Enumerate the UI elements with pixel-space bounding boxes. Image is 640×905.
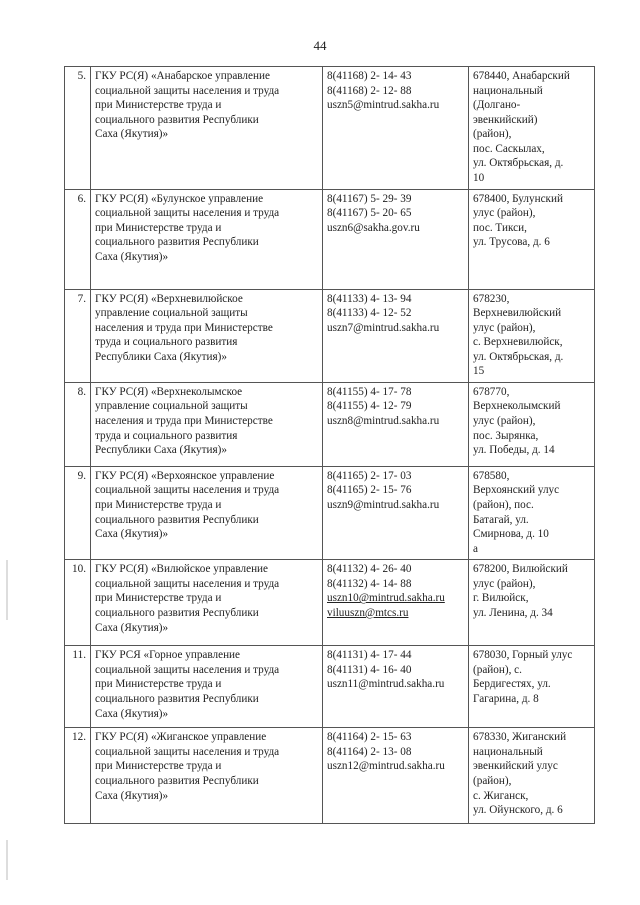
- institution-name: [91, 466, 323, 559]
- address-line: ул. Ленина, д. 34: [473, 606, 553, 619]
- institution-name-line: управление социальной защиты: [95, 307, 248, 320]
- institution-name-line: при Министерстве труда и: [95, 592, 222, 605]
- address-line: Батагай, ул.: [473, 513, 529, 526]
- table-row: [65, 189, 595, 289]
- institution-name: [91, 728, 323, 824]
- address-line: ул. Победы, д. 14: [473, 444, 555, 457]
- institution-name-line: управление социальной защиты: [95, 400, 248, 413]
- institution-name-line: при Министерстве труда и: [95, 221, 222, 234]
- institution-name-line: Саха (Якутия)»: [95, 789, 169, 802]
- institution-name-line: Республики Саха (Якутия)»: [95, 350, 227, 363]
- address-cell: [469, 382, 595, 466]
- address-line: (район), пос.: [473, 499, 534, 511]
- institution-name-line: труда и социального развития: [95, 336, 238, 349]
- scan-margin-mark: [6, 840, 8, 880]
- phone-number: 8(41155) 4- 12- 79: [327, 400, 412, 413]
- address-cell: [469, 67, 595, 190]
- contacts-cell: [323, 67, 469, 190]
- institution-name-line: населения и труда при Министерстве: [95, 415, 273, 427]
- address-line: Верхоянский улус: [473, 484, 560, 497]
- address-line: пос. Саскылах,: [473, 142, 545, 155]
- row-number: 12.: [65, 728, 91, 824]
- phone-number: 8(41133) 4- 13- 94: [327, 292, 412, 305]
- address-line: улус (район),: [473, 415, 536, 427]
- address-line: 678440, Анабарский: [473, 70, 570, 82]
- phone-number: 8(41165) 2- 17- 03: [327, 469, 412, 482]
- institution-name-line: при Министерстве труда и: [95, 760, 222, 773]
- address-cell: [469, 728, 595, 824]
- institution-name-line: населения и труда при Министерстве: [95, 321, 273, 334]
- email-address: uszn9@mintrud.sakha.ru: [327, 499, 440, 511]
- institution-name-line: ГКУ РС(Я) «Анабарское управление: [95, 70, 270, 82]
- address-line: 678400, Булунский: [473, 192, 563, 205]
- contacts-cell: [323, 728, 469, 824]
- address-line: эвенкийский): [473, 113, 538, 126]
- address-line: ул. Октябрьская, д.: [473, 350, 564, 363]
- phone-number: 8(41131) 4- 16- 40: [327, 663, 412, 676]
- email-address: viluuszn@mtcs.ru: [327, 606, 409, 619]
- address-cell: [469, 289, 595, 382]
- contacts-cell: [323, 646, 469, 728]
- institution-name-line: социальной защиты населения и труда: [95, 207, 280, 220]
- phone-number: 8(41132) 4- 14- 88: [327, 577, 412, 590]
- institution-name-line: ГКУ РС(Я) «Жиганское управление: [95, 731, 267, 744]
- institution-name-line: социальной защиты населения и труда: [95, 577, 280, 590]
- institution-name-line: при Министерстве труда и: [95, 99, 222, 112]
- email-address: uszn12@mintrud.sakha.ru: [327, 760, 445, 773]
- phone-number: 8(41164) 2- 15- 63: [327, 731, 412, 744]
- address-line: ул. Трусова, д. 6: [473, 236, 550, 249]
- institution-name-line: ГКУ РС(Я) «Верхоянское управление: [95, 469, 275, 482]
- address-line: 678230,: [473, 292, 510, 305]
- institution-name: [91, 560, 323, 646]
- address-line: пос. Зырянка,: [473, 429, 539, 442]
- address-line: Верхневилюйский: [473, 307, 562, 320]
- phone-number: 8(41168) 2- 14- 43: [327, 70, 412, 82]
- address-line: 15: [473, 365, 485, 378]
- row-number: 7.: [65, 289, 91, 382]
- address-line: 10: [473, 171, 485, 184]
- institution-name-line: Саха (Якутия)»: [95, 250, 169, 263]
- phone-number: 8(41167) 5- 29- 39: [327, 192, 412, 205]
- address-line: 678580,: [473, 469, 510, 482]
- row-number: 5.: [65, 67, 91, 190]
- table-row: [65, 289, 595, 382]
- address-line: с. Жиганск,: [473, 789, 529, 802]
- address-line: ул. Октябрьская, д.: [473, 157, 564, 170]
- address-line: улус (район),: [473, 577, 536, 590]
- phone-number: 8(41164) 2- 13- 08: [327, 745, 412, 758]
- institution-name-line: ГКУ РС(Я) «Булунское управление: [95, 192, 264, 205]
- offices-table: [64, 66, 595, 824]
- institution-name: [91, 382, 323, 466]
- email-address: uszn5@mintrud.sakha.ru: [327, 99, 440, 112]
- table-row: [65, 646, 595, 728]
- institution-name-line: ГКУ РС(Я) «Верхнеколымское: [95, 385, 243, 398]
- address-line: (Долгано-: [473, 99, 521, 112]
- table-row: [65, 67, 595, 190]
- institution-name: [91, 67, 323, 190]
- table-row: [65, 382, 595, 466]
- address-line: 678770,: [473, 385, 510, 398]
- institution-name-line: социального развития Республики: [95, 606, 259, 619]
- institution-name-line: социального развития Республики: [95, 692, 259, 705]
- institution-name-line: социального развития Республики: [95, 236, 259, 249]
- row-number: 8.: [65, 382, 91, 466]
- address-line: (район), с.: [473, 663, 522, 676]
- row-number: 9.: [65, 466, 91, 559]
- institution-name-line: ГКУ РСЯ «Горное управление: [95, 649, 241, 662]
- address-line: с. Верхневилюйск,: [473, 336, 563, 349]
- institution-name-line: Саха (Якутия)»: [95, 621, 169, 634]
- phone-number: 8(41132) 4- 26- 40: [327, 563, 412, 576]
- institution-name-line: социального развития Республики: [95, 513, 259, 526]
- address-line: 678200, Вилюйский: [473, 563, 568, 576]
- institution-name: [91, 189, 323, 289]
- address-line: а: [473, 542, 478, 555]
- institution-name-line: социальной защиты населения и труда: [95, 84, 280, 97]
- address-line: пос. Тикси,: [473, 221, 527, 234]
- address-line: Смирнова, д. 10: [473, 528, 549, 541]
- address-line: эвенкийский улус: [473, 760, 558, 773]
- phone-number: 8(41167) 5- 20- 65: [327, 207, 412, 220]
- phone-number: 8(41133) 4- 12- 52: [327, 307, 412, 320]
- contacts-cell: [323, 466, 469, 559]
- institution-name-line: труда и социального развития: [95, 429, 238, 442]
- institution-name-line: ГКУ РС(Я) «Верхневилюйское: [95, 292, 243, 305]
- address-cell: [469, 189, 595, 289]
- institution-name-line: при Министерстве труда и: [95, 499, 222, 511]
- contacts-cell: [323, 560, 469, 646]
- institution-name-line: Республики Саха (Якутия)»: [95, 444, 227, 457]
- contacts-cell: [323, 289, 469, 382]
- email-address: uszn6@sakha.gov.ru: [327, 221, 420, 234]
- institution-name-line: Саха (Якутия)»: [95, 707, 169, 720]
- table-row: [65, 728, 595, 824]
- address-line: ул. Ойунского, д. 6: [473, 804, 563, 817]
- row-number: 6.: [65, 189, 91, 289]
- institution-name-line: при Министерстве труда и: [95, 678, 222, 691]
- address-cell: [469, 466, 595, 559]
- scan-margin-mark: [6, 560, 8, 620]
- table-row: [65, 560, 595, 646]
- address-line: г. Вилюйск,: [473, 592, 529, 605]
- phone-number: 8(41131) 4- 17- 44: [327, 649, 412, 662]
- institution-name-line: Саха (Якутия)»: [95, 528, 169, 541]
- institution-name-line: социальной защиты населения и труда: [95, 745, 280, 758]
- page-number: 44: [313, 38, 327, 53]
- address-line: национальный: [473, 84, 543, 97]
- email-address: uszn10@mintrud.sakha.ru: [327, 592, 445, 605]
- institution-name: [91, 646, 323, 728]
- phone-number: 8(41155) 4- 17- 78: [327, 385, 412, 398]
- offices-table-body: [65, 67, 595, 824]
- address-cell: [469, 646, 595, 728]
- institution-name-line: социальной защиты населения и труда: [95, 484, 280, 497]
- email-address: uszn8@mintrud.sakha.ru: [327, 415, 440, 427]
- contacts-cell: [323, 189, 469, 289]
- email-address: uszn7@mintrud.sakha.ru: [327, 321, 440, 334]
- institution-name-line: социальной защиты населения и труда: [95, 663, 280, 676]
- institution-name-line: социального развития Республики: [95, 113, 259, 126]
- address-line: (район),: [473, 774, 512, 787]
- email-address: uszn11@mintrud.sakha.ru: [327, 678, 445, 691]
- phone-number: 8(41165) 2- 15- 76: [327, 484, 412, 497]
- address-line: Гагарина, д. 8: [473, 692, 539, 705]
- address-line: улус (район),: [473, 207, 536, 220]
- institution-name-line: Саха (Якутия)»: [95, 128, 169, 141]
- address-line: 678330, Жиганский: [473, 731, 567, 744]
- institution-name: [91, 289, 323, 382]
- row-number: 11.: [65, 646, 91, 728]
- contacts-cell: [323, 382, 469, 466]
- address-line: Верхнеколымский: [473, 400, 561, 413]
- row-number: 10.: [65, 560, 91, 646]
- institution-name-line: социального развития Республики: [95, 774, 259, 787]
- phone-number: 8(41168) 2- 12- 88: [327, 84, 412, 97]
- address-cell: [469, 560, 595, 646]
- institution-name-line: ГКУ РС(Я) «Вилюйское управление: [95, 563, 269, 576]
- address-line: национальный: [473, 745, 543, 758]
- table-row: [65, 466, 595, 559]
- address-line: Бердигестях, ул.: [473, 678, 551, 691]
- address-line: улус (район),: [473, 321, 536, 334]
- address-line: (район),: [473, 128, 512, 141]
- address-line: 678030, Горный улус: [473, 649, 573, 662]
